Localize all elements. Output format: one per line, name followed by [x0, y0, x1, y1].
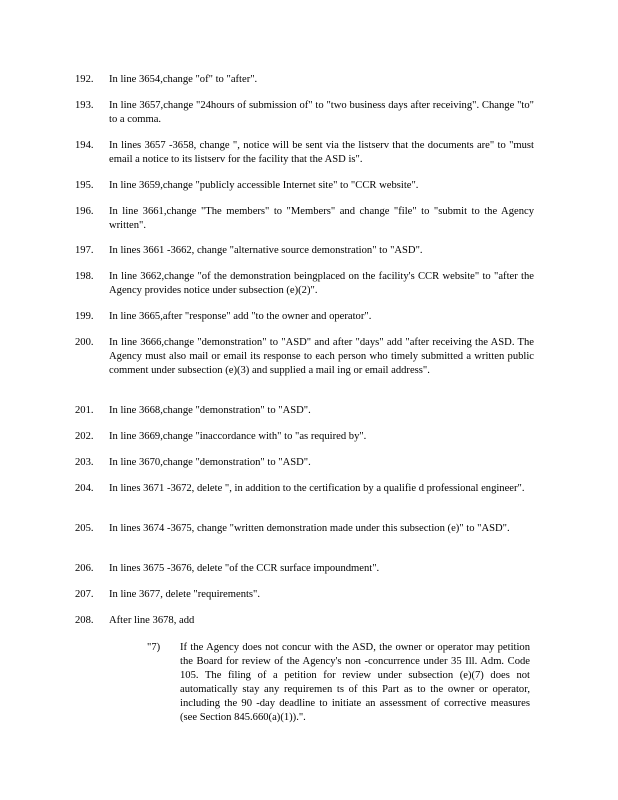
item-text: In lines 3674 -3675, change "written demonstration made under this subsection (e)" to "ASD". [109, 523, 510, 534]
item-number: 198. [75, 271, 94, 282]
item-text: In line 3662,change "of the demonstration beingplaced on the facility's CCR website" to "after the Agency provides notice under subsection (e)(2)". [109, 271, 534, 296]
item-text: In line 3666,change "demonstration" to "ASD" and after "days" add "after receiving the ASD. The Agency must also mail or email its response to each person who timely submitted a written public comment under subsection (e)(3) and supplied a mail ing or email address". [109, 337, 534, 376]
item-text: In lines 3671 -3672, delete ", in addition to the certification by a qualifie d professional engineer". [109, 483, 525, 494]
item-text: In line 3670,change "demonstration" to "ASD". [109, 457, 311, 468]
item-number: 207. [75, 589, 94, 600]
item-text: In line 3665,after "response" add "to the owner and operator". [109, 311, 372, 322]
item-number: 192. [75, 74, 94, 85]
item-text: In lines 3661 -3662, change "alternative source demonstration" to "ASD". [109, 245, 423, 256]
item-text: In line 3657,change "24hours of submission of" to "two business days after receiving". Change "to" to a comma. [109, 100, 534, 125]
item-number: 201. [75, 405, 94, 416]
subsection-text: If the Agency does not concur with the ASD, the owner or operator may petition the Board for review of the Agency's non -concurrence under 35 Ill. Adm. Code 105. The filing of a petition for review under subsection (e)(7) does not automatically stay any requiremen ts of this Part as to the owner or operator, including the 90 -day deadline to initiate an assessment of corrective measures (see Section 845.660(a)(1)).". [180, 642, 530, 723]
item-number: 205. [75, 523, 94, 534]
item-number: 202. [75, 431, 94, 442]
item-number: 195. [75, 180, 94, 191]
item-text: In line 3677, delete "requirements". [109, 589, 261, 600]
item-text: In line 3661,change "The members" to "Members" and change "file" to "submit to the Agency written". [109, 206, 534, 231]
item-text: In line 3669,change "inaccordance with" to "as required by". [109, 431, 367, 442]
item-text: In line 3668,change "demonstration" to "ASD". [109, 405, 311, 416]
item-number: 204. [75, 483, 94, 494]
item-number: 208. [75, 615, 94, 626]
item-number: 197. [75, 245, 94, 256]
item-text: After line 3678, add [109, 615, 195, 626]
item-number: 196. [75, 206, 94, 217]
item-number: 206. [75, 563, 94, 574]
item-number: 200. [75, 337, 94, 348]
item-text: In lines 3675 -3676, delete "of the CCR surface impoundment". [109, 563, 380, 574]
item-number: 199. [75, 311, 94, 322]
item-number: 203. [75, 457, 94, 468]
item-text: In line 3654,change "of" to "after". [109, 74, 258, 85]
item-text: In line 3659,change "publicly accessible Internet site" to "CCR website". [109, 180, 419, 191]
item-number: 194. [75, 140, 94, 151]
subsection-label: "7) [147, 642, 161, 653]
item-number: 193. [75, 100, 94, 111]
item-text: In lines 3657 -3658, change ", notice will be sent via the listserv that the documents are" to "must email a notice to its listserv for the facility that the ASD is". [109, 140, 534, 165]
